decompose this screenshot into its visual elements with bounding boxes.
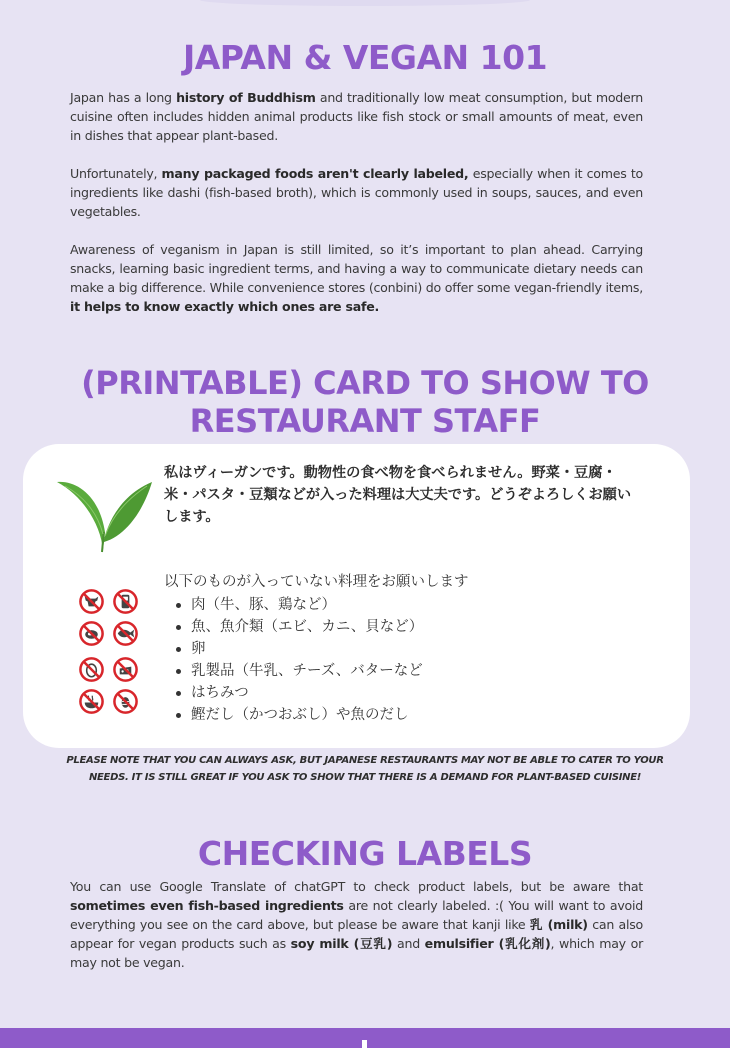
emphasis: history of Buddhism [176,90,316,105]
no-fish-icon [112,620,139,647]
leaf-icon [55,472,155,554]
list-item: 肉（牛、豚、鶏など） [174,594,423,616]
text: are not clearly labeled. :( You will want to avoid everything you see on the card above, but please be aware that kanji like [70,898,643,932]
text: , which may or may not be vegan. [70,936,643,970]
text: Japan has a long [70,90,177,105]
section-title-printable-card [0,364,730,440]
list-item: 魚、魚介類（エビ、カニ、貝など） [174,616,423,638]
text: especially when it comes to ingredients like dashi (fish-based broth), which is commonly used in soups, sauces, and even vegetables. [70,166,643,219]
no-fish-stock-icon [78,688,105,715]
emphasis: emulsifier (乳化剤) [424,936,551,951]
list-item: 鰹だし（かつおぶし）や魚のだし [174,704,423,726]
paragraph-checking-labels [70,877,643,972]
avoid-ingredients-list [174,594,423,726]
no-beef-icon [78,588,105,615]
emphasis: soy milk (豆乳) [290,936,393,951]
text: and [392,936,425,951]
emphasis: it helps to know exactly which ones are safe. [70,299,380,314]
paragraph-awareness [70,240,643,316]
card-intro-text: 私はヴィーガンです。動物性の食べ物を食べられません。野菜・豆腐・米・パスタ・豆類などが入った料理は大丈夫です。どうぞよろしくお願いします。 [164,465,632,525]
note-line: NEEDS. IT IS STILL GREAT IF YOU ASK TO SHOW THAT THERE IS A DEMAND FOR PLANT-BASED CUISINE! [88,772,642,783]
footer-mark [362,1040,367,1048]
text: You can use Google Translate of chatGPT to check product labels, but be aware that [70,879,643,894]
emphasis: 乳 (milk) [529,917,588,932]
emphasis: many packaged foods aren't clearly labeled, [161,166,469,181]
prohibited-icons-grid [78,588,140,718]
no-dairy-icon [112,656,139,683]
list-item: 乳製品（牛乳、チーズ、バターなど [174,660,423,682]
text: Awareness of veganism in Japan is still limited, so it’s important to plan ahead. Carrying snacks, learning basic ingredient terms, and having a way to communicate dietary needs can make a big difference. While convenience stores (conbini) do offer some vegan-friendly items, [70,242,643,295]
text: and traditionally low meat consumption, but modern cuisine often includes hidden animal products like fish stock or small amounts of meat, even in dishes that appear plant-based. [70,90,643,143]
title-line: RESTAURANT STAFF [189,402,541,440]
text: can also appear for vegan products such as [70,917,643,951]
list-item: はちみつ [174,682,423,704]
top-decoration [200,0,530,6]
restaurant-note [30,752,700,786]
no-honey-icon [112,688,139,715]
no-pork-icon [112,588,139,615]
text: Unfortunately, [70,166,162,181]
paragraph-labeling [70,164,643,221]
section-title-checking-labels: CHECKING LABELS [197,834,533,873]
paragraph-history [70,88,643,145]
list-title: 以下のものが入っていない料理をお願いします [164,574,469,590]
no-meat-icon [78,620,105,647]
list-item: 卵 [174,638,423,660]
note-line: PLEASE NOTE THAT YOU CAN ALWAYS ASK, BUT JAPANESE RESTAURANTS MAY NOT BE ABLE TO CATER TO YOUR [66,755,664,766]
section-title-japan-vegan: JAPAN & VEGAN 101 [182,38,548,77]
no-egg-icon [78,656,105,683]
emphasis: sometimes even fish-based ingredients [70,898,344,913]
title-line: (PRINTABLE) CARD TO SHOW TO [81,364,649,402]
